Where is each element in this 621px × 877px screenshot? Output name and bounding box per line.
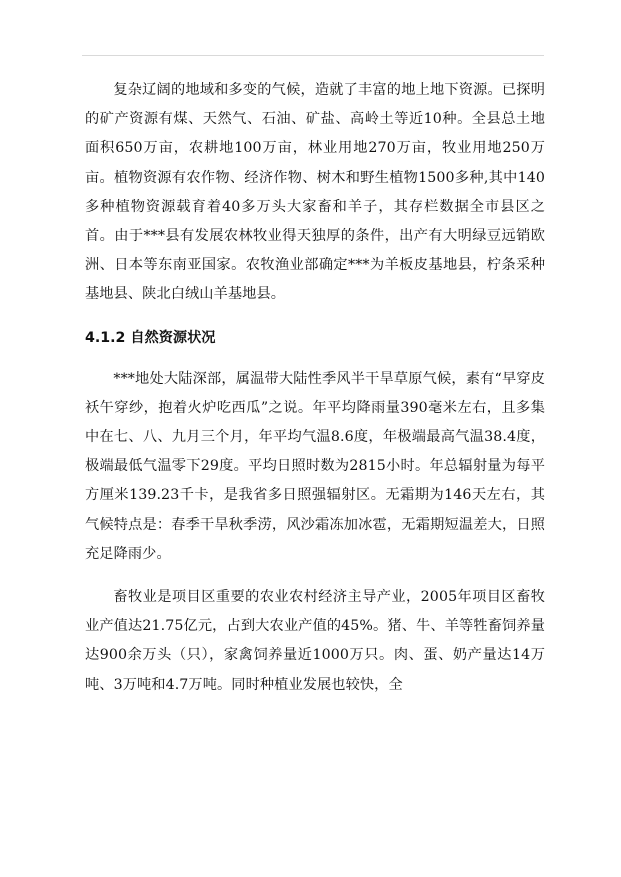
header-rule (82, 55, 544, 56)
paragraph-gap (85, 569, 545, 583)
paragraph-livestock: 畜牧业是项目区重要的农业农村经济主导产业，2005年项目区畜牧业产值达21.75亿元，占到大农业产值的45%。猪、牛、羊等牲畜饲养量达900余万头（只），家禽饲养量近1000万只。肉、蛋、奶产量达14万吨、3万吨和4.7万吨。同时种植业发展也较快，全 (85, 589, 545, 693)
paragraph-climate: ***地处大陆深部，属温带大陆性季风半干旱草原气候，素有“早穿皮袄午穿纱，抱着火炉吃西瓜”之说。年平均降雨量390毫米左右，且多集中在七、八、九月三个月，年平均气温8.6度，年极端最高气温38.4度，极端最低气温零下29度。平均日照时数为2815小时。年总辐射量为每平方厘米139.23千卡，是我省多日照强辐射区。无霜期为146天左右，其气候特点是：春季干旱秋季涝，风沙霜冻加冰雹，无霜期短温差大，日照充足降雨少。 (85, 370, 545, 562)
paragraph-resources: 复杂辽阔的地域和多变的气候，造就了丰富的地上地下资源。已探明的矿产资源有煤、天然气、石油、矿盐、高岭土等近10种。全县总土地面积650万亩，农耕地100万亩，林业用地270万亩，牧业用地250万亩。植物资源有农作物、经济作物、树木和野生植物1500多种,其中140多种植物资源载育着40多万头大家畜和羊子，其存栏数据全市县区之首。由于***县有发展农林牧业得天独厚的条件，出产有大明绿豆远销欧洲、日本等东南亚国家。农牧渔业部确定***为羊板皮基地县，柠条采种基地县、陕北白绒山羊基地县。 (85, 82, 545, 303)
section-heading: 4.1.2 自然资源状况 (85, 329, 216, 346)
document-body (85, 76, 545, 700)
